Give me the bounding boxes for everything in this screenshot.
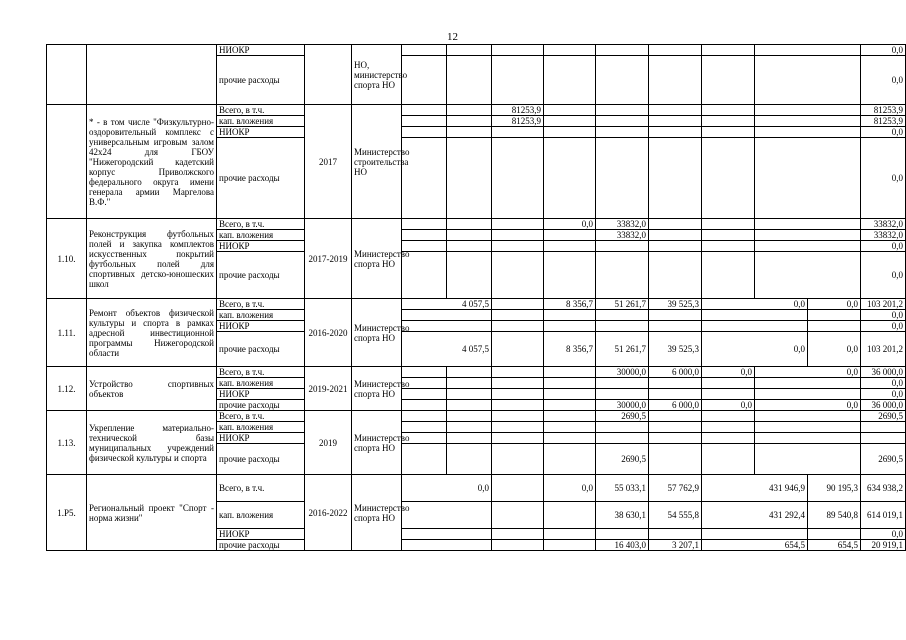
value-cell <box>649 138 702 219</box>
value-cell <box>649 127 702 138</box>
value-cell <box>447 116 492 127</box>
value-cell: 0,0 <box>808 299 861 310</box>
value-cell <box>596 389 649 400</box>
value-cell <box>702 389 755 400</box>
value-cell <box>447 252 492 299</box>
value-cell <box>596 378 649 389</box>
value-cell <box>402 529 492 540</box>
value-cell: 614 019,1 <box>861 502 906 529</box>
value-cell <box>544 252 596 299</box>
expense-type: прочие расходы <box>217 138 305 219</box>
value-cell <box>808 529 861 540</box>
value-cell <box>447 433 492 444</box>
expense-type: НИОКР <box>217 321 305 332</box>
value-cell <box>702 422 755 433</box>
value-cell <box>447 45 492 56</box>
value-cell <box>702 444 755 475</box>
value-cell <box>492 252 544 299</box>
value-cell <box>492 502 544 529</box>
value-cell <box>492 321 544 332</box>
section-name: * - в том числе "Физкультурно-оздоровительный комплекс с универсальным игровым залом 42х24 для ГБОУ "Нижегородский кадетский корпус Приволжского федерального округа имени генерала армии Маргелова В.Ф." <box>87 105 217 219</box>
value-cell <box>544 321 596 332</box>
value-cell <box>649 219 702 230</box>
value-cell <box>492 230 544 241</box>
value-cell <box>447 444 492 475</box>
value-cell <box>492 475 544 502</box>
value-cell <box>649 252 702 299</box>
value-cell <box>447 219 492 230</box>
value-cell <box>702 230 755 241</box>
value-cell <box>702 45 755 56</box>
value-cell <box>596 105 649 116</box>
value-cell <box>702 252 755 299</box>
value-cell <box>544 116 596 127</box>
value-cell: 16 403,0 <box>596 540 649 551</box>
value-cell <box>402 219 447 230</box>
value-cell <box>755 219 861 230</box>
value-cell <box>755 105 861 116</box>
value-cell <box>649 56 702 105</box>
budget-table <box>46 44 906 551</box>
value-cell: 0,0 <box>402 475 492 502</box>
expense-type: кап. вложения <box>217 116 305 127</box>
value-cell <box>544 105 596 116</box>
expense-type: прочие расходы <box>217 444 305 475</box>
value-cell <box>596 433 649 444</box>
value-cell <box>544 230 596 241</box>
section-name <box>87 45 217 105</box>
expense-type: Всего, в т.ч. <box>217 299 305 310</box>
value-cell <box>808 310 861 321</box>
value-cell <box>596 127 649 138</box>
value-cell <box>402 422 447 433</box>
value-cell <box>755 378 861 389</box>
value-cell <box>596 252 649 299</box>
value-cell: 3 207,1 <box>649 540 702 551</box>
value-cell <box>544 389 596 400</box>
value-cell: 33832,0 <box>861 219 906 230</box>
value-cell: 4 057,5 <box>402 332 492 367</box>
value-cell <box>447 400 492 411</box>
value-cell <box>861 422 906 433</box>
value-cell: 654,5 <box>702 540 808 551</box>
period: 2016-2020 <box>305 299 352 367</box>
value-cell <box>544 444 596 475</box>
value-cell: 0,0 <box>544 475 596 502</box>
value-cell <box>402 444 447 475</box>
expense-type: кап. вложения <box>217 378 305 389</box>
value-cell <box>492 433 544 444</box>
value-cell <box>402 502 492 529</box>
section-name: Региональный проект "Спорт - норма жизни" <box>87 475 217 551</box>
expense-type: кап. вложения <box>217 230 305 241</box>
value-cell <box>649 433 702 444</box>
value-cell <box>447 127 492 138</box>
value-cell <box>492 138 544 219</box>
value-cell <box>492 389 544 400</box>
value-cell <box>492 310 544 321</box>
period: 2016-2022 <box>305 475 352 551</box>
value-cell <box>649 411 702 422</box>
value-cell <box>492 299 544 310</box>
value-cell: 81253,9 <box>492 105 544 116</box>
value-cell <box>402 411 447 422</box>
expense-type: прочие расходы <box>217 332 305 367</box>
value-cell <box>544 138 596 219</box>
value-cell <box>755 45 861 56</box>
expense-type: кап. вложения <box>217 502 305 529</box>
value-cell <box>402 321 492 332</box>
section-number: 1.13. <box>47 411 87 475</box>
expense-type: Всего, в т.ч. <box>217 475 305 502</box>
value-cell <box>702 116 755 127</box>
value-cell <box>447 389 492 400</box>
value-cell: 89 540,8 <box>808 502 861 529</box>
value-cell <box>596 529 649 540</box>
value-cell <box>755 444 861 475</box>
expense-type: кап. вложения <box>217 310 305 321</box>
expense-type: НИОКР <box>217 433 305 444</box>
value-cell <box>755 127 861 138</box>
value-cell <box>702 529 808 540</box>
value-cell <box>447 411 492 422</box>
value-cell: 2690,5 <box>596 444 649 475</box>
value-cell <box>447 138 492 219</box>
value-cell: 20 919,1 <box>861 540 906 551</box>
value-cell <box>755 56 861 105</box>
table-row <box>47 219 906 230</box>
value-cell: 0,0 <box>861 241 906 252</box>
value-cell: 6 000,0 <box>649 400 702 411</box>
value-cell: 33832,0 <box>596 219 649 230</box>
value-cell <box>755 433 861 444</box>
expense-type: прочие расходы <box>217 56 305 105</box>
value-cell <box>492 332 544 367</box>
value-cell <box>402 45 447 56</box>
value-cell <box>702 219 755 230</box>
value-cell <box>492 241 544 252</box>
value-cell <box>649 321 702 332</box>
page-number: 12 <box>447 31 458 43</box>
value-cell: 81253,9 <box>861 105 906 116</box>
value-cell <box>649 45 702 56</box>
value-cell: 4 057,5 <box>402 299 492 310</box>
value-cell: 0,0 <box>702 299 808 310</box>
value-cell <box>596 116 649 127</box>
value-cell <box>492 444 544 475</box>
section-name: Устройство спортивных объектов <box>87 367 217 411</box>
value-cell <box>447 105 492 116</box>
value-cell <box>447 422 492 433</box>
value-cell <box>402 310 492 321</box>
value-cell: 55 033,1 <box>596 475 649 502</box>
value-cell <box>544 411 596 422</box>
value-cell: 0,0 <box>861 252 906 299</box>
value-cell <box>447 241 492 252</box>
value-cell <box>755 411 861 422</box>
executor: Министерство спорта НО <box>352 475 402 551</box>
value-cell: 38 630,1 <box>596 502 649 529</box>
value-cell: 431 946,9 <box>702 475 808 502</box>
expense-type: НИОКР <box>217 45 305 56</box>
value-cell: 51 261,7 <box>596 332 649 367</box>
value-cell <box>649 230 702 241</box>
expense-type: прочие расходы <box>217 540 305 551</box>
value-cell <box>402 252 447 299</box>
value-cell <box>649 116 702 127</box>
value-cell <box>649 529 702 540</box>
value-cell: 0,0 <box>861 45 906 56</box>
period: 2017 <box>305 105 352 219</box>
value-cell <box>596 422 649 433</box>
value-cell <box>447 378 492 389</box>
section-number: 1.12. <box>47 367 87 411</box>
value-cell <box>649 444 702 475</box>
value-cell <box>544 378 596 389</box>
value-cell: 431 292,4 <box>702 502 808 529</box>
value-cell <box>447 230 492 241</box>
period <box>305 45 352 105</box>
value-cell <box>755 138 861 219</box>
value-cell <box>492 529 544 540</box>
value-cell: 0,0 <box>861 321 906 332</box>
value-cell <box>492 127 544 138</box>
value-cell <box>755 230 861 241</box>
value-cell <box>544 422 596 433</box>
section-name: Укрепление материально-технической базы муниципальных учреждений физической культуры и спорта <box>87 411 217 475</box>
value-cell: 2690,5 <box>596 411 649 422</box>
value-cell: 6 000,0 <box>649 367 702 378</box>
value-cell: 39 525,3 <box>649 332 702 367</box>
value-cell: 0,0 <box>702 367 755 378</box>
value-cell <box>492 540 544 551</box>
value-cell <box>402 400 447 411</box>
value-cell: 33832,0 <box>596 230 649 241</box>
table-row <box>47 411 906 422</box>
value-cell: 0,0 <box>861 378 906 389</box>
value-cell <box>596 138 649 219</box>
value-cell <box>544 433 596 444</box>
value-cell <box>402 367 447 378</box>
value-cell: 654,5 <box>808 540 861 551</box>
value-cell <box>402 56 447 105</box>
value-cell: 30000,0 <box>596 367 649 378</box>
value-cell: 8 356,7 <box>544 332 596 367</box>
executor: Министерство спорта НО <box>352 299 402 367</box>
value-cell <box>596 45 649 56</box>
value-cell <box>544 241 596 252</box>
expense-type: НИОКР <box>217 529 305 540</box>
section-number: 1.11. <box>47 299 87 367</box>
value-cell <box>702 56 755 105</box>
value-cell <box>544 367 596 378</box>
value-cell <box>596 56 649 105</box>
value-cell <box>649 422 702 433</box>
value-cell <box>544 400 596 411</box>
value-cell <box>702 138 755 219</box>
value-cell: 0,0 <box>702 400 755 411</box>
value-cell <box>702 321 808 332</box>
value-cell <box>402 105 447 116</box>
expense-type: НИОКР <box>217 127 305 138</box>
value-cell <box>492 45 544 56</box>
period: 2019 <box>305 411 352 475</box>
value-cell: 36 000,0 <box>861 367 906 378</box>
value-cell: 57 762,9 <box>649 475 702 502</box>
expense-type: прочие расходы <box>217 400 305 411</box>
value-cell <box>544 56 596 105</box>
value-cell: 51 261,7 <box>596 299 649 310</box>
value-cell <box>402 389 447 400</box>
value-cell: 0,0 <box>861 127 906 138</box>
value-cell <box>447 56 492 105</box>
table-row <box>47 367 906 378</box>
section-name: Ремонт объектов физической культуры и спорта в рамках адресной инвестиционной программы Нижегородской области <box>87 299 217 367</box>
value-cell <box>755 116 861 127</box>
value-cell: 103 201,2 <box>861 332 906 367</box>
value-cell <box>544 502 596 529</box>
value-cell: 90 195,3 <box>808 475 861 502</box>
value-cell <box>492 422 544 433</box>
executor: Министерство строительства НО <box>352 105 402 219</box>
value-cell <box>492 378 544 389</box>
value-cell <box>544 45 596 56</box>
expense-type: Всего, в т.ч. <box>217 105 305 116</box>
value-cell <box>544 127 596 138</box>
value-cell: 0,0 <box>861 529 906 540</box>
value-cell <box>702 433 755 444</box>
value-cell <box>702 241 755 252</box>
value-cell <box>649 105 702 116</box>
expense-type: прочие расходы <box>217 252 305 299</box>
table-row <box>47 105 906 116</box>
section-name: Реконструкция футбольных полей и закупка комплектов искусственных покрытий футбольных полей для спортивных детско-юношеских школ <box>87 219 217 299</box>
value-cell: 30000,0 <box>596 400 649 411</box>
expense-type: Всего, в т.ч. <box>217 411 305 422</box>
value-cell <box>649 241 702 252</box>
period: 2019-2021 <box>305 367 352 411</box>
value-cell <box>755 389 861 400</box>
value-cell: 54 555,8 <box>649 502 702 529</box>
value-cell: 0,0 <box>861 56 906 105</box>
expense-type: НИОКР <box>217 389 305 400</box>
value-cell <box>649 310 702 321</box>
value-cell: 81253,9 <box>861 116 906 127</box>
value-cell <box>402 230 447 241</box>
value-cell <box>447 367 492 378</box>
value-cell: 0,0 <box>861 138 906 219</box>
expense-type: НИОКР <box>217 241 305 252</box>
value-cell <box>702 105 755 116</box>
value-cell <box>861 433 906 444</box>
value-cell <box>492 411 544 422</box>
value-cell <box>492 219 544 230</box>
expense-type: кап. вложения <box>217 422 305 433</box>
expense-type: Всего, в т.ч. <box>217 367 305 378</box>
value-cell <box>596 310 649 321</box>
value-cell <box>755 252 861 299</box>
value-cell <box>702 378 755 389</box>
value-cell <box>649 378 702 389</box>
value-cell: 39 525,3 <box>649 299 702 310</box>
table-row <box>47 475 906 502</box>
value-cell <box>808 321 861 332</box>
value-cell: 81253,9 <box>492 116 544 127</box>
value-cell <box>492 400 544 411</box>
value-cell: 0,0 <box>755 400 861 411</box>
value-cell <box>649 389 702 400</box>
period: 2017-2019 <box>305 219 352 299</box>
value-cell: 2690,5 <box>861 411 906 422</box>
value-cell <box>596 241 649 252</box>
executor: Министерство спорта НО <box>352 411 402 475</box>
table-row <box>47 45 906 56</box>
section-number <box>47 105 87 219</box>
value-cell: 634 938,2 <box>861 475 906 502</box>
executor: НО, министерство спорта НО <box>352 45 402 105</box>
executor: Министерство спорта НО <box>352 219 402 299</box>
section-number: 1.P5. <box>47 475 87 551</box>
value-cell: 0,0 <box>861 310 906 321</box>
value-cell: 2690,5 <box>861 444 906 475</box>
expense-type: Всего, в т.ч. <box>217 219 305 230</box>
value-cell: 0,0 <box>702 332 808 367</box>
value-cell <box>544 540 596 551</box>
value-cell <box>544 310 596 321</box>
value-cell: 0,0 <box>808 332 861 367</box>
value-cell <box>402 127 447 138</box>
section-number <box>47 45 87 105</box>
table-row <box>47 299 906 310</box>
value-cell: 8 356,7 <box>544 299 596 310</box>
value-cell <box>596 321 649 332</box>
value-cell: 0,0 <box>755 367 861 378</box>
value-cell: 33832,0 <box>861 230 906 241</box>
value-cell <box>402 540 492 551</box>
value-cell <box>755 422 861 433</box>
value-cell <box>492 56 544 105</box>
value-cell <box>755 241 861 252</box>
value-cell <box>492 367 544 378</box>
value-cell: 36 000,0 <box>861 400 906 411</box>
value-cell <box>702 127 755 138</box>
value-cell: 0,0 <box>861 389 906 400</box>
value-cell <box>544 529 596 540</box>
value-cell <box>702 310 808 321</box>
executor: Министерство спорта НО <box>352 367 402 411</box>
value-cell: 0,0 <box>544 219 596 230</box>
value-cell <box>702 411 755 422</box>
value-cell: 103 201,2 <box>861 299 906 310</box>
section-number: 1.10. <box>47 219 87 299</box>
value-cell <box>402 116 447 127</box>
